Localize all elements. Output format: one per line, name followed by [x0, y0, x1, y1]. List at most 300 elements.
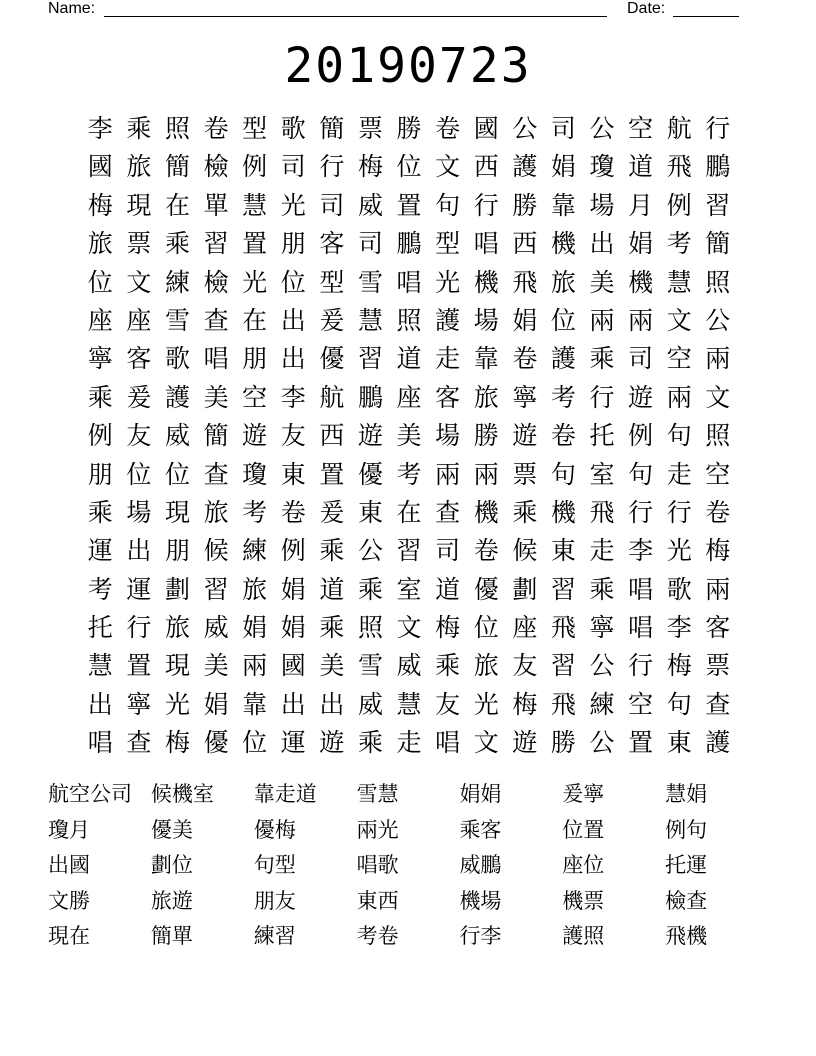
grid-cell[interactable]: 慧: [396, 689, 422, 719]
grid-cell[interactable]: 句: [666, 421, 692, 451]
grid-cell[interactable]: 票: [126, 229, 152, 259]
grid-cell[interactable]: 司: [628, 344, 654, 374]
grid-cell[interactable]: 光: [280, 190, 306, 220]
grid-cell[interactable]: 光: [164, 689, 190, 719]
grid-cell[interactable]: 遊: [512, 728, 538, 758]
grid-cell[interactable]: 文: [396, 613, 422, 643]
grid-cell[interactable]: 客: [319, 229, 345, 259]
grid-cell[interactable]: 兩: [628, 305, 654, 335]
grid-cell[interactable]: 唱: [203, 344, 229, 374]
grid-cell[interactable]: 走: [589, 536, 615, 566]
grid-cell[interactable]: 光: [473, 689, 499, 719]
grid-cell[interactable]: 航: [319, 382, 345, 412]
grid-cell[interactable]: 型: [435, 229, 461, 259]
grid-cell[interactable]: 出: [280, 689, 306, 719]
grid-cell[interactable]: 托: [87, 613, 113, 643]
grid-cell[interactable]: 飛: [666, 152, 692, 182]
word-list-item: 托運: [665, 853, 708, 877]
grid-cell[interactable]: 護: [435, 305, 461, 335]
grid-cell[interactable]: 考: [396, 459, 422, 489]
grid-cell[interactable]: 朋: [164, 536, 190, 566]
grid-cell[interactable]: 西: [512, 229, 538, 259]
grid-cell[interactable]: 例: [87, 421, 113, 451]
grid-cell[interactable]: 娟: [280, 574, 306, 604]
grid-cell[interactable]: 座: [512, 613, 538, 643]
grid-cell[interactable]: 東: [550, 536, 576, 566]
grid-cell[interactable]: 鵬: [357, 382, 383, 412]
grid-cell[interactable]: 行: [473, 190, 499, 220]
grid-cell[interactable]: 道: [628, 152, 654, 182]
grid-cell[interactable]: 旅: [550, 267, 576, 297]
grid-cell[interactable]: 優: [319, 344, 345, 374]
grid-cell[interactable]: 乘: [589, 574, 615, 604]
grid-cell[interactable]: 美: [203, 651, 229, 681]
grid-cell[interactable]: 乘: [126, 114, 152, 143]
grid-cell[interactable]: 型: [242, 114, 268, 143]
grid-cell[interactable]: 出: [87, 689, 113, 719]
grid-cell[interactable]: 旅: [164, 613, 190, 643]
grid-cell[interactable]: 置: [319, 459, 345, 489]
grid-cell[interactable]: 置: [126, 651, 152, 681]
grid-cell[interactable]: 美: [589, 267, 615, 297]
grid-cell[interactable]: 查: [435, 497, 461, 527]
grid-cell[interactable]: 瓊: [242, 459, 268, 489]
grid-cell[interactable]: 靠: [473, 344, 499, 374]
grid-cell[interactable]: 雪: [164, 305, 190, 335]
grid-cell[interactable]: 朋: [87, 459, 113, 489]
grid-cell[interactable]: 空: [628, 689, 654, 719]
grid-cell[interactable]: 威: [357, 689, 383, 719]
grid-cell[interactable]: 國: [473, 114, 499, 143]
grid-cell[interactable]: 旅: [203, 497, 229, 527]
grid-cell[interactable]: 卷: [473, 536, 499, 566]
grid-cell[interactable]: 優: [357, 459, 383, 489]
grid-cell[interactable]: 李: [87, 114, 113, 143]
grid-cell[interactable]: 行: [628, 651, 654, 681]
grid-cell[interactable]: 在: [164, 190, 190, 220]
grid-cell[interactable]: 飛: [589, 497, 615, 527]
grid-cell[interactable]: 托: [589, 421, 615, 451]
grid-cell[interactable]: 乘: [357, 574, 383, 604]
grid-row: [81, 148, 737, 186]
grid-cell[interactable]: 場: [473, 305, 499, 335]
grid-cell[interactable]: 道: [319, 574, 345, 604]
grid-cell[interactable]: 友: [280, 421, 306, 451]
grid-cell[interactable]: 乘: [357, 728, 383, 758]
grid-cell[interactable]: 飛: [550, 613, 576, 643]
grid-cell[interactable]: 卷: [550, 421, 576, 451]
word-list-row: [48, 884, 768, 920]
grid-cell[interactable]: 習: [550, 574, 576, 604]
word-list-item: 優梅: [253, 817, 296, 842]
grid-cell[interactable]: 航: [666, 114, 692, 143]
grid-cell[interactable]: 室: [396, 574, 422, 604]
grid-cell[interactable]: 友: [435, 689, 461, 719]
grid-cell[interactable]: 單: [203, 190, 229, 220]
grid-cell[interactable]: 遊: [628, 382, 654, 412]
grid-cell[interactable]: 句: [666, 689, 692, 719]
grid-cell[interactable]: 朋: [242, 344, 268, 374]
grid-cell[interactable]: 護: [512, 152, 538, 182]
grid-cell[interactable]: 文: [473, 728, 499, 758]
grid-cell[interactable]: 兩: [473, 459, 499, 489]
grid-cell[interactable]: 運: [280, 728, 306, 758]
grid-cell[interactable]: 司: [319, 190, 345, 220]
grid-cell[interactable]: 乘: [435, 651, 461, 681]
grid-cell[interactable]: 鵬: [705, 152, 731, 182]
grid-cell[interactable]: 位: [126, 459, 152, 489]
grid-cell[interactable]: 出: [280, 305, 306, 335]
grid-cell[interactable]: 靠: [242, 689, 268, 719]
grid-cell[interactable]: 句: [628, 459, 654, 489]
grid-cell[interactable]: 客: [126, 344, 152, 374]
grid-cell[interactable]: 爰: [319, 305, 345, 335]
grid-cell[interactable]: 句: [550, 459, 576, 489]
grid-cell[interactable]: 乘: [319, 536, 345, 566]
grid-cell[interactable]: 出: [319, 689, 345, 719]
grid-cell[interactable]: 威: [203, 613, 229, 643]
grid-cell[interactable]: 票: [705, 651, 731, 681]
grid-cell[interactable]: 行: [319, 152, 345, 182]
grid-cell[interactable]: 場: [126, 497, 152, 527]
grid-cell[interactable]: 光: [435, 267, 461, 297]
grid-cell[interactable]: 優: [203, 728, 229, 758]
grid-cell[interactable]: 例: [280, 536, 306, 566]
grid-cell[interactable]: 考: [666, 229, 692, 259]
grid-cell[interactable]: 李: [628, 536, 654, 566]
grid-cell[interactable]: 遊: [357, 421, 383, 451]
word-list-item: 東西: [356, 888, 399, 913]
worksheet-header: [0, 0, 816, 20]
grid-cell[interactable]: 現: [164, 497, 190, 527]
grid-cell[interactable]: 例: [628, 421, 654, 451]
grid-cell[interactable]: 優: [473, 574, 499, 604]
grid-cell[interactable]: 卷: [203, 114, 229, 143]
grid-cell[interactable]: 遊: [512, 421, 538, 451]
grid-cell[interactable]: 劃: [164, 574, 190, 604]
grid-cell[interactable]: 護: [164, 382, 190, 412]
grid-cell[interactable]: 司: [550, 114, 576, 143]
grid-cell[interactable]: 梅: [87, 190, 113, 220]
grid-cell[interactable]: 行: [666, 497, 692, 527]
grid-cell[interactable]: 道: [396, 344, 422, 374]
grid-cell[interactable]: 簡: [705, 229, 731, 259]
grid-cell[interactable]: 機: [550, 229, 576, 259]
grid-cell[interactable]: 照: [396, 305, 422, 335]
grid-cell[interactable]: 公: [589, 651, 615, 681]
grid-cell[interactable]: 東: [357, 497, 383, 527]
grid-cell[interactable]: 乘: [319, 613, 345, 643]
grid-cell[interactable]: 候: [512, 536, 538, 566]
grid-cell[interactable]: 句: [435, 190, 461, 220]
grid-cell[interactable]: 場: [589, 190, 615, 220]
grid-cell[interactable]: 習: [705, 190, 731, 220]
grid-cell[interactable]: 位: [242, 728, 268, 758]
grid-cell[interactable]: 公: [512, 114, 538, 143]
grid-cell[interactable]: 文: [705, 382, 731, 412]
grid-cell[interactable]: 型: [319, 267, 345, 297]
grid-cell[interactable]: 簡: [319, 114, 345, 143]
grid-cell[interactable]: 練: [164, 267, 190, 297]
grid-cell[interactable]: 機: [473, 497, 499, 527]
grid-cell[interactable]: 娟: [242, 613, 268, 643]
grid-cell[interactable]: 威: [357, 190, 383, 220]
grid-cell[interactable]: 梅: [512, 689, 538, 719]
grid-cell[interactable]: 兩: [705, 344, 731, 374]
grid-cell[interactable]: 客: [705, 613, 731, 643]
grid-cell[interactable]: 慧: [666, 267, 692, 297]
grid-cell[interactable]: 查: [705, 689, 731, 719]
grid-cell[interactable]: 位: [164, 459, 190, 489]
grid-cell[interactable]: 護: [550, 344, 576, 374]
grid-cell[interactable]: 友: [512, 651, 538, 681]
grid-cell[interactable]: 乘: [164, 229, 190, 259]
grid-cell[interactable]: 習: [550, 651, 576, 681]
grid-cell[interactable]: 走: [435, 344, 461, 374]
grid-cell[interactable]: 旅: [242, 574, 268, 604]
grid-cell[interactable]: 乘: [589, 344, 615, 374]
grid-cell[interactable]: 卷: [435, 114, 461, 143]
grid-cell[interactable]: 美: [319, 651, 345, 681]
grid-cell[interactable]: 飛: [550, 689, 576, 719]
grid-cell[interactable]: 考: [550, 382, 576, 412]
grid-cell[interactable]: 候: [203, 536, 229, 566]
grid-cell[interactable]: 走: [396, 728, 422, 758]
grid-cell[interactable]: 勝: [550, 728, 576, 758]
grid-cell[interactable]: 位: [550, 305, 576, 335]
grid-cell[interactable]: 唱: [628, 574, 654, 604]
grid-cell[interactable]: 現: [164, 651, 190, 681]
grid-cell[interactable]: 公: [589, 728, 615, 758]
grid-cell[interactable]: 乘: [87, 382, 113, 412]
grid-cell[interactable]: 行: [126, 613, 152, 643]
grid-cell[interactable]: 位: [473, 613, 499, 643]
grid-cell[interactable]: 司: [280, 152, 306, 182]
grid-cell[interactable]: 行: [628, 497, 654, 527]
grid-cell[interactable]: 公: [705, 305, 731, 335]
grid-cell[interactable]: 票: [357, 114, 383, 143]
grid-cell[interactable]: 查: [203, 305, 229, 335]
grid-cell[interactable]: 習: [203, 574, 229, 604]
grid-cell[interactable]: 旅: [126, 152, 152, 182]
grid-cell[interactable]: 西: [319, 421, 345, 451]
grid-cell[interactable]: 簡: [203, 421, 229, 451]
grid-cell[interactable]: 寧: [87, 344, 113, 374]
grid-cell[interactable]: 瓊: [589, 152, 615, 182]
grid-cell[interactable]: 光: [666, 536, 692, 566]
grid-cell[interactable]: 道: [435, 574, 461, 604]
grid-cell[interactable]: 東: [666, 728, 692, 758]
grid-cell[interactable]: 朋: [280, 229, 306, 259]
grid-cell[interactable]: 習: [396, 536, 422, 566]
grid-cell[interactable]: 公: [357, 536, 383, 566]
grid-cell[interactable]: 慧: [242, 190, 268, 220]
grid-cell[interactable]: 東: [280, 459, 306, 489]
grid-cell[interactable]: 梅: [435, 613, 461, 643]
grid-cell[interactable]: 位: [87, 267, 113, 297]
grid-cell[interactable]: 位: [280, 267, 306, 297]
grid-cell[interactable]: 場: [435, 421, 461, 451]
grid-cell[interactable]: 卷: [280, 497, 306, 527]
grid-cell[interactable]: 雪: [357, 267, 383, 297]
grid-cell[interactable]: 置: [396, 190, 422, 220]
grid-cell[interactable]: 置: [628, 728, 654, 758]
grid-cell[interactable]: 旅: [87, 229, 113, 259]
grid-cell[interactable]: 卷: [512, 344, 538, 374]
grid-cell[interactable]: 旅: [473, 651, 499, 681]
grid-cell[interactable]: 乘: [512, 497, 538, 527]
name-line[interactable]: [104, 16, 607, 17]
grid-cell[interactable]: 空: [705, 459, 731, 489]
grid-cell[interactable]: 雪: [357, 651, 383, 681]
grid-cell[interactable]: 行: [589, 382, 615, 412]
grid-cell[interactable]: 爰: [126, 382, 152, 412]
grid-cell[interactable]: 飛: [512, 267, 538, 297]
grid-cell[interactable]: 座: [396, 382, 422, 412]
grid-cell[interactable]: 空: [666, 344, 692, 374]
grid-cell[interactable]: 查: [203, 459, 229, 489]
grid-cell[interactable]: 公: [589, 114, 615, 143]
grid-cell[interactable]: 練: [242, 536, 268, 566]
grid-cell[interactable]: 月: [628, 190, 654, 220]
grid-cell[interactable]: 唱: [628, 613, 654, 643]
grid-cell[interactable]: 娟: [550, 152, 576, 182]
grid-cell[interactable]: 出: [280, 344, 306, 374]
grid-cell[interactable]: 位: [396, 152, 422, 182]
grid-cell[interactable]: 客: [435, 382, 461, 412]
grid-cell[interactable]: 座: [126, 305, 152, 335]
grid-cell[interactable]: 兩: [589, 305, 615, 335]
grid-cell[interactable]: 遊: [319, 728, 345, 758]
grid-cell[interactable]: 國: [280, 651, 306, 681]
grid-cell[interactable]: 歌: [164, 344, 190, 374]
grid-cell[interactable]: 室: [589, 459, 615, 489]
grid-cell[interactable]: 兩: [242, 651, 268, 681]
grid-cell[interactable]: 劃: [512, 574, 538, 604]
grid-cell[interactable]: 遊: [242, 421, 268, 451]
grid-cell[interactable]: 勝: [512, 190, 538, 220]
word-list-item: 護照: [562, 924, 605, 948]
grid-cell[interactable]: 照: [164, 114, 190, 143]
grid-cell[interactable]: 李: [666, 613, 692, 643]
grid-cell[interactable]: 唱: [396, 267, 422, 297]
grid-cell[interactable]: 置: [242, 229, 268, 259]
grid-cell[interactable]: 梅: [164, 728, 190, 758]
grid-cell[interactable]: 乘: [87, 497, 113, 527]
grid-cell[interactable]: 寧: [512, 382, 538, 412]
grid-cell[interactable]: 歌: [666, 574, 692, 604]
grid-cell[interactable]: 護: [705, 728, 731, 758]
grid-cell[interactable]: 友: [126, 421, 152, 451]
grid-cell[interactable]: 慧: [87, 651, 113, 681]
grid-cell[interactable]: 照: [357, 613, 383, 643]
grid-cell[interactable]: 出: [126, 536, 152, 566]
grid-cell[interactable]: 唱: [435, 728, 461, 758]
grid-cell[interactable]: 寧: [126, 689, 152, 719]
grid-cell[interactable]: 娟: [203, 689, 229, 719]
grid-cell[interactable]: 票: [512, 459, 538, 489]
grid-cell[interactable]: 司: [357, 229, 383, 259]
grid-cell[interactable]: 機: [628, 267, 654, 297]
grid-cell[interactable]: 娟: [512, 305, 538, 335]
grid-cell[interactable]: 查: [126, 728, 152, 758]
grid-cell[interactable]: 威: [396, 651, 422, 681]
grid-cell[interactable]: 旅: [473, 382, 499, 412]
grid-cell[interactable]: 兩: [666, 382, 692, 412]
grid-cell[interactable]: 考: [242, 497, 268, 527]
grid-cell[interactable]: 空: [628, 114, 654, 143]
grid-cell[interactable]: 卷: [705, 497, 731, 527]
grid-cell[interactable]: 娟: [280, 613, 306, 643]
grid-cell[interactable]: 文: [126, 267, 152, 297]
grid-cell[interactable]: 空: [242, 382, 268, 412]
grid-cell[interactable]: 兩: [705, 574, 731, 604]
grid-cell[interactable]: 現: [126, 190, 152, 220]
grid-cell[interactable]: 照: [705, 421, 731, 451]
grid-cell[interactable]: 國: [87, 152, 113, 182]
grid-cell[interactable]: 靠: [550, 190, 576, 220]
grid-cell[interactable]: 考: [87, 574, 113, 604]
grid-cell[interactable]: 行: [705, 114, 731, 143]
grid-cell[interactable]: 檢: [203, 267, 229, 297]
grid-cell[interactable]: 機: [473, 267, 499, 297]
grid-cell[interactable]: 簡: [164, 152, 190, 182]
grid-cell[interactable]: 歌: [280, 114, 306, 143]
grid-cell[interactable]: 美: [203, 382, 229, 412]
grid-cell[interactable]: 西: [473, 152, 499, 182]
word-list-item: 朋友: [253, 888, 296, 913]
grid-cell[interactable]: 例: [242, 152, 268, 182]
grid-cell[interactable]: 在: [396, 497, 422, 527]
grid-cell[interactable]: 娟: [628, 229, 654, 259]
grid-cell[interactable]: 慧: [357, 305, 383, 335]
grid-cell[interactable]: 梅: [666, 651, 692, 681]
grid-cell[interactable]: 勝: [396, 114, 422, 143]
grid-cell[interactable]: 美: [396, 421, 422, 451]
grid-cell[interactable]: 練: [589, 689, 615, 719]
grid-cell[interactable]: 李: [280, 382, 306, 412]
grid-cell[interactable]: 運: [126, 574, 152, 604]
grid-cell[interactable]: 例: [666, 190, 692, 220]
grid-cell[interactable]: 兩: [435, 459, 461, 489]
grid-cell[interactable]: 走: [666, 459, 692, 489]
grid-cell[interactable]: 座: [87, 305, 113, 335]
grid-cell[interactable]: 司: [435, 536, 461, 566]
grid-cell[interactable]: 出: [589, 229, 615, 259]
grid-cell[interactable]: 梅: [357, 152, 383, 182]
grid-cell[interactable]: 威: [164, 421, 190, 451]
grid-cell[interactable]: 唱: [473, 229, 499, 259]
grid-cell[interactable]: 鵬: [396, 229, 422, 259]
grid-cell[interactable]: 運: [87, 536, 113, 566]
grid-cell[interactable]: 在: [242, 305, 268, 335]
grid-cell[interactable]: 爰: [319, 497, 345, 527]
grid-cell[interactable]: 照: [705, 267, 731, 297]
date-line[interactable]: [673, 16, 739, 17]
grid-cell[interactable]: 機: [550, 497, 576, 527]
grid-cell[interactable]: 光: [242, 267, 268, 297]
grid-cell[interactable]: 檢: [203, 152, 229, 182]
grid-cell[interactable]: 寧: [589, 613, 615, 643]
grid-cell[interactable]: 文: [435, 152, 461, 182]
grid-cell[interactable]: 勝: [473, 421, 499, 451]
word-list-item: 候機室: [150, 782, 214, 806]
grid-cell[interactable]: 習: [357, 344, 383, 374]
grid-cell[interactable]: 文: [666, 305, 692, 335]
grid-cell[interactable]: 梅: [705, 536, 731, 566]
grid-cell[interactable]: 習: [203, 229, 229, 259]
grid-cell[interactable]: 唱: [87, 728, 113, 758]
